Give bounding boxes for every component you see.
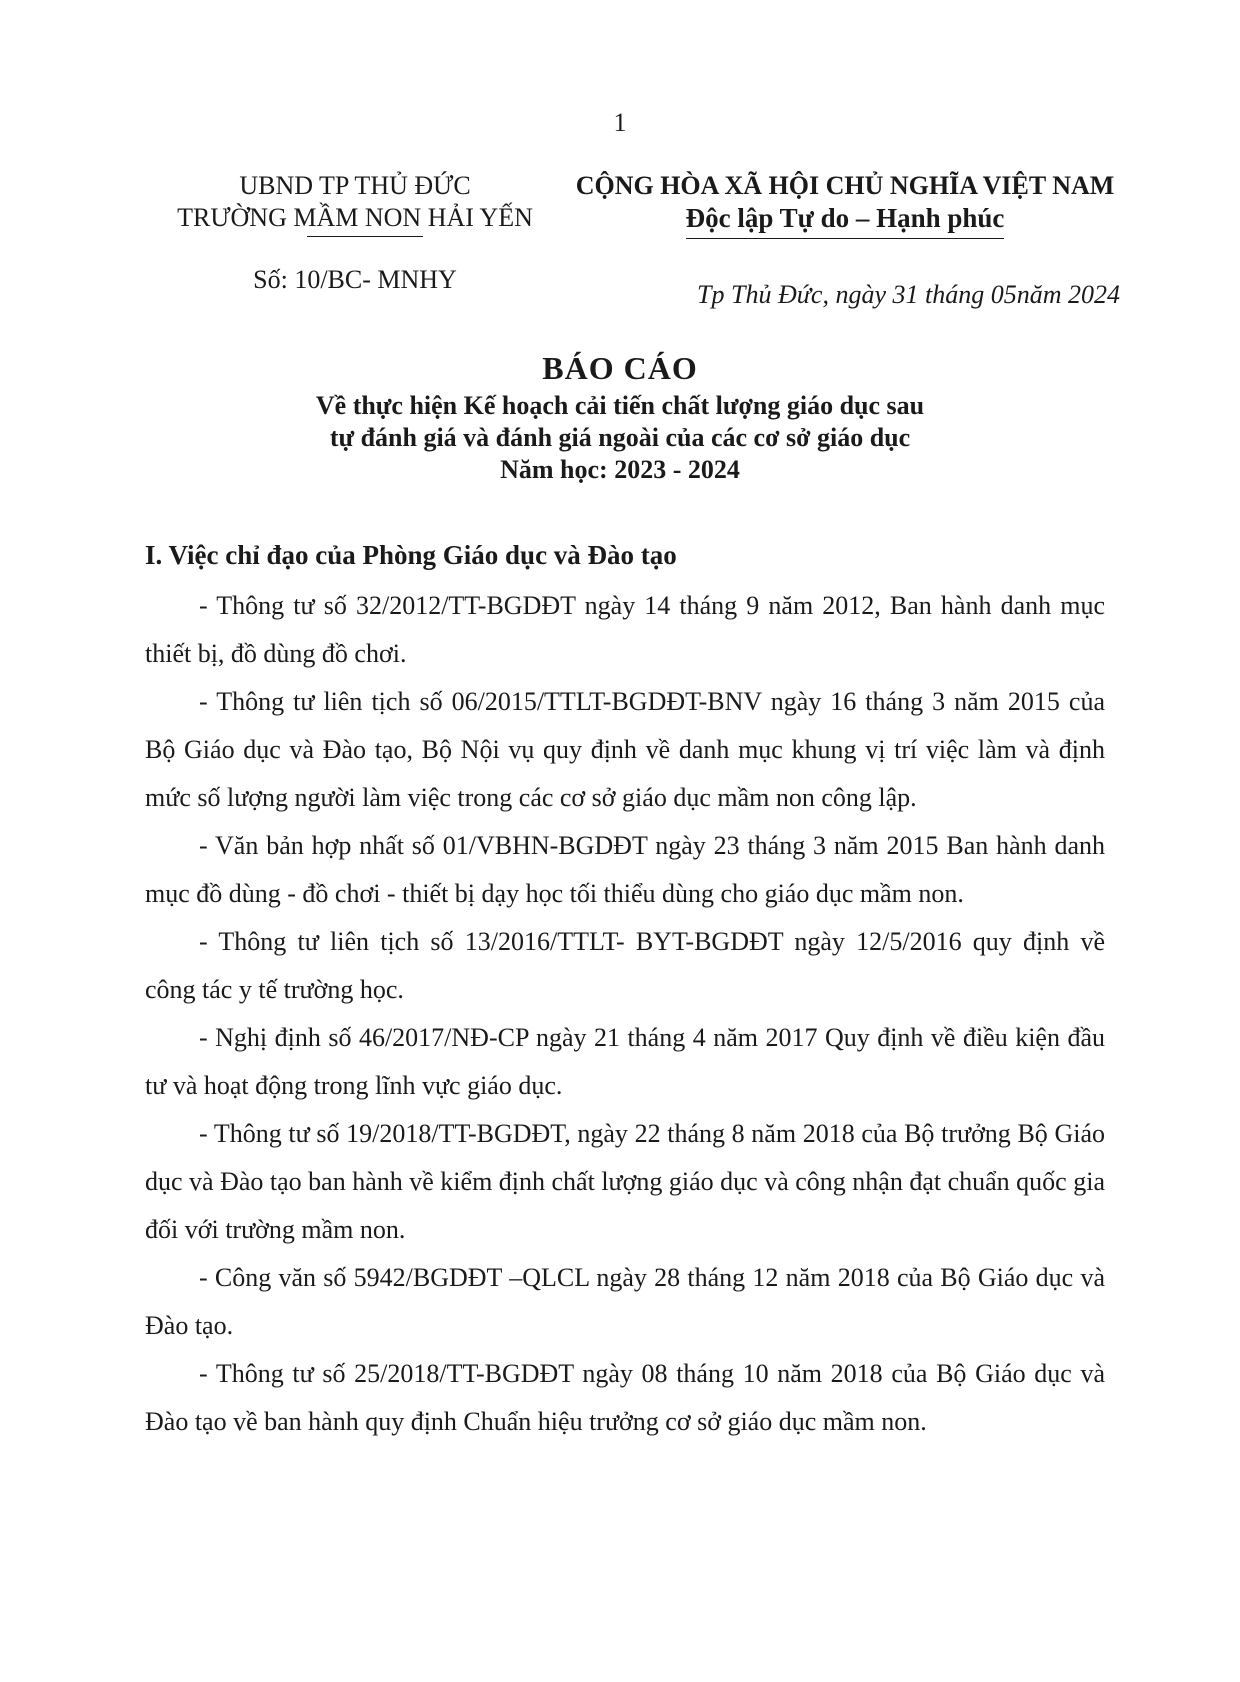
legal-reference-paragraph: - Nghị định số 46/2017/NĐ-CP ngày 21 tháng 4 năm 2017 Quy định về điều kiện đầu tư và hoạt động trong lĩnh vực giáo dục. (145, 1023, 1105, 1100)
national-header-block (575, 170, 1115, 239)
place-date: Tp Thủ Đức, ngày 31 tháng 05năm 2024 (697, 280, 1120, 309)
organization-name-text: TRƯỜNG MẦM NON HẢI YẾN (177, 203, 533, 232)
issuing-authority-block (170, 170, 540, 234)
document-number: Số: 10/BC- MNHY (253, 265, 457, 294)
organization-name (177, 202, 533, 234)
organization-underline (307, 236, 423, 237)
organization-line (170, 202, 540, 234)
section-heading: I. Việc chỉ đạo của Phòng Giáo dục và Đào tạo (145, 540, 677, 570)
report-title: BÁO CÁO (542, 350, 698, 386)
report-subtitle (0, 390, 1240, 486)
national-motto: Độc lập Tự do – Hạnh phúc (686, 202, 1005, 239)
subtitle-line: tự đánh giá và đánh giá ngoài của các cơ sở giáo dục (329, 423, 911, 452)
country-name: CỘNG HÒA XÃ HỘI CHỦ NGHĨA VIỆT NAM (575, 171, 1115, 200)
legal-reference-paragraph: - Thông tư số 32/2012/TT-BGDĐT ngày 14 tháng 9 năm 2012, Ban hành danh mục thiết bị, đồ dùng đồ chơi. (145, 591, 1105, 668)
legal-reference-paragraph: - Thông tư số 25/2018/TT-BGDĐT ngày 08 tháng 10 năm 2018 của Bộ Giáo dục và Đào tạo về ban hành quy định Chuẩn hiệu trưởng cơ sở giáo dục mầm non. (145, 1359, 1105, 1436)
legal-reference-paragraph: - Thông tư số 19/2018/TT-BGDĐT, ngày 22 tháng 8 năm 2018 của Bộ trưởng Bộ Giáo dục và Đào tạo ban hành về kiểm định chất lượng giáo dục và công nhận đạt chuẩn quốc gia đối với trường mầm non. (145, 1119, 1105, 1244)
legal-reference-paragraph: - Thông tư liên tịch số 06/2015/TTLT-BGDĐT-BNV ngày 16 tháng 3 năm 2015 của Bộ Giáo dục và Đào tạo, Bộ Nội vụ quy định về danh mục khung vị trí việc làm và định mức số lượng người làm việc trong các cơ sở giáo dục mầm non công lập. (145, 687, 1105, 812)
subtitle-line: Năm học: 2023 - 2024 (500, 455, 740, 484)
legal-reference-paragraph: - Công văn số 5942/BGDĐT –QLCL ngày 28 tháng 12 năm 2018 của Bộ Giáo dục và Đào tạo. (145, 1263, 1105, 1340)
page-number: 1 (613, 108, 627, 137)
report-body (145, 538, 1105, 1446)
legal-reference-paragraph: - Văn bản hợp nhất số 01/VBHN-BGDĐT ngày 23 tháng 3 năm 2015 Ban hành danh mục đồ dùng - đồ chơi - thiết bị dạy học tối thiểu dùng cho giáo dục mầm non. (145, 831, 1105, 908)
legal-reference-paragraph: - Thông tư liên tịch số 13/2016/TTLT- BYT-BGDĐT ngày 12/5/2016 quy định về công tác y tế trường học. (145, 927, 1105, 1004)
subtitle-line: Về thực hiện Kế hoạch cải tiến chất lượng giáo dục sau (315, 391, 925, 420)
authority-name: UBND TP THỦ ĐỨC (239, 171, 471, 200)
